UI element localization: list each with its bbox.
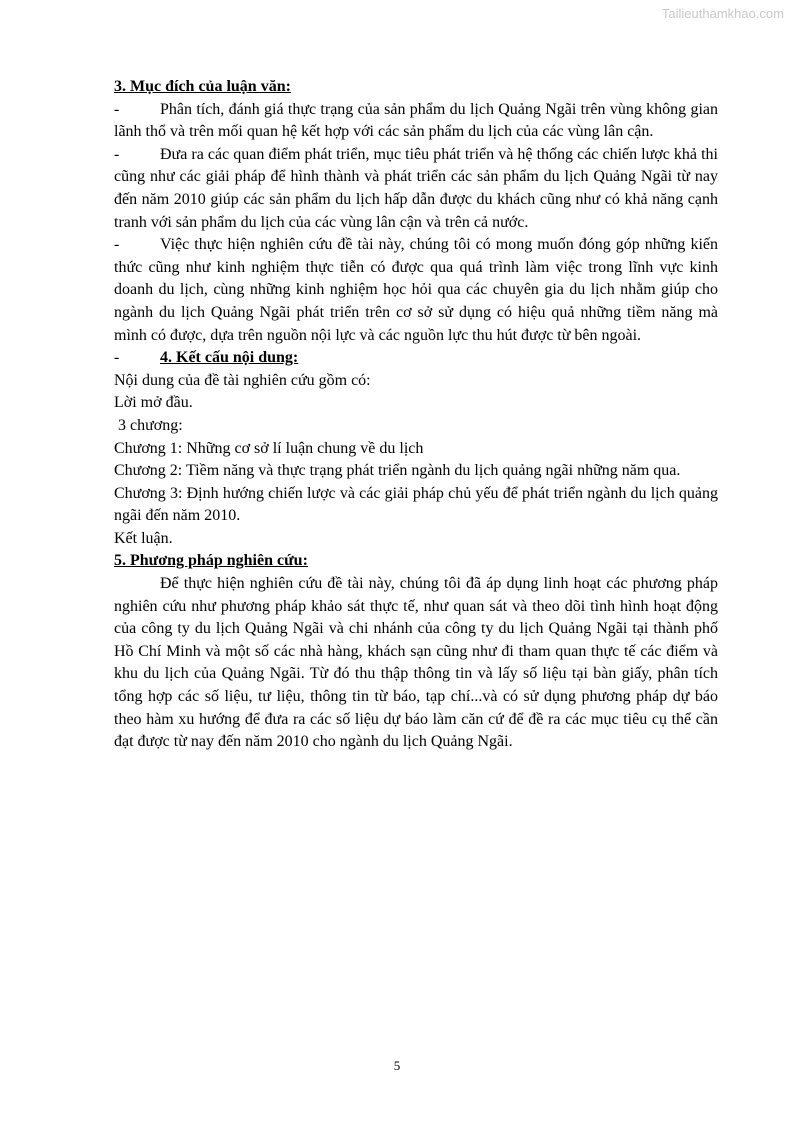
- section3-item-1: [114, 99, 718, 144]
- dash-marker: -: [114, 349, 120, 367]
- dash-marker: -: [114, 145, 120, 163]
- section3-item-1-text: Phân tích, đánh giá thực trạng của sản phẩm du lịch Quảng Ngãi trên vùng không gian lãnh thổ và trên mối quan hệ kết hợp với các sản phẩm du lịch của các vùng lân cận.: [114, 100, 718, 141]
- section4-line-3: 3 chương:: [114, 416, 183, 434]
- section3-item-3-text: Việc thực hiện nghiên cứu đề tài này, chúng tôi có mong muốn đóng góp những kiến thức cũng như kinh nghiệm thực tiễn có được qua quá trình làm việc trong lĩnh vực kinh doanh du lịch, cùng những kinh nghiệm học hỏi qua các chuyên gia du lịch nhằm giúp cho ngành du lịch Quảng Ngãi phát triển trên cơ sở sử dụng có hiệu quả những tiềm năng mà mình có được, dựa trên nguồn nội lực và các nguồn lực thu hút được từ bên ngoài.: [114, 236, 718, 344]
- section4-line-1: Nội dung của đề tài nghiên cứu gồm có:: [114, 371, 371, 389]
- section3-item-2-text: Đưa ra các quan điểm phát triển, mục tiêu phát triển và hệ thống các chiến lược khả thi cũng như các giải pháp để hình thành và phát triển các sản phẩm du lịch Quảng Ngãi từ nay đến năm 2010 giúp các sản phẩm du lịch hấp dẫn được du khách cũng như có khả năng cạnh tranh với sản phẩm du lịch của các vùng lân cận và trên cả nước.: [114, 145, 718, 231]
- page-content: [114, 76, 718, 754]
- section3-heading: 3. Mục đích của luận văn:: [114, 78, 291, 95]
- dash-marker: -: [114, 100, 120, 118]
- section4-line-7: Kết luận.: [114, 529, 173, 547]
- dash-marker: -: [114, 236, 120, 254]
- section4-line-5: Chương 2: Tiềm năng và thực trạng phát triển ngành du lịch quảng ngãi những năm qua.: [114, 462, 681, 480]
- section4-line-4: Chương 1: Những cơ sở lí luận chung về du lịch: [114, 439, 424, 457]
- watermark: Tailieuthamkhao.com: [661, 6, 784, 21]
- section5-heading: 5. Phương pháp nghiên cứu:: [114, 552, 308, 570]
- section4-heading: 4. Kết cấu nội dung:: [160, 349, 299, 367]
- section3-item-2: [114, 144, 718, 234]
- section4-heading-line: [114, 347, 718, 370]
- section5-paragraph: Để thực hiện nghiên cứu đề tài này, chúng tôi đã áp dụng linh hoạt các phương pháp nghiên cứu như phương pháp khảo sát thực tế, như quan sát và theo dõi tình hình hoạt động của công ty du lịch Quảng Ngãi và chi nhánh của công ty du lịch Quảng Ngãi tại thành phố Hồ Chí Minh và một số các nhà hàng, khách sạn cũng như đi tham quan thực tế các điểm và khu du lịch của Quảng Ngãi. Từ đó thu thập thông tin và lấy số liệu tại bàn giấy, phân tích tổng hợp các số liệu, tư liệu, thông tin từ báo, tạp chí...và có sử dụng phương pháp dự báo theo hàm xu hướng để đưa ra các số liệu dự báo làm căn cứ để đề ra các mục tiêu cụ thể cần đạt được từ nay đến năm 2010 cho ngành du lịch Quảng Ngãi.: [114, 575, 718, 751]
- section4-line-6: Chương 3: Định hướng chiến lược và các giải pháp chủ yếu để phát triển ngành du lịch quảng ngãi đến năm 2010.: [114, 484, 718, 525]
- section4-line-2: Lời mở đầu.: [114, 394, 193, 412]
- page-number: 5: [393, 1058, 401, 1073]
- section3-item-3: [114, 234, 718, 347]
